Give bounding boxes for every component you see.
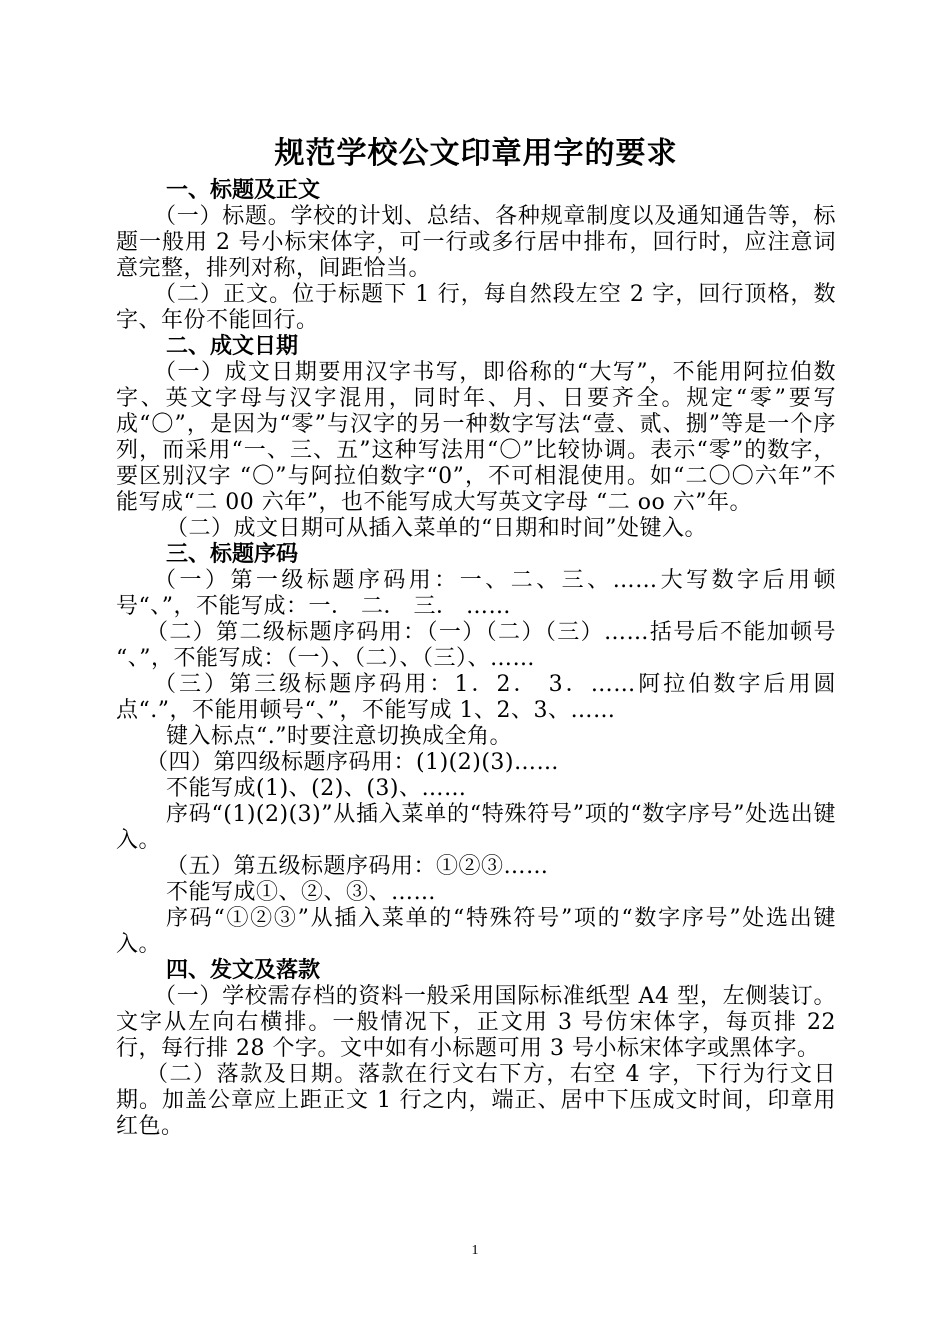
paragraph: （一）第一级标题序码用：一、二、三、……大写数字后用顿号“、”，不能写成：一． 二． 三． …… (116, 568, 836, 619)
document-content (116, 132, 836, 1140)
paragraph: （五）第五级标题序码用：①②③…… (166, 854, 549, 879)
page-number: 1 (471, 1243, 479, 1258)
paragraph: （二）正文。位于标题下 1 行，每自然段左空 2 字，回行顶格，数字、年份不能回行。 (116, 282, 836, 333)
section-title-and-body (116, 178, 836, 334)
paragraph: （四）第四级标题序码用：(1)(2)(3)…… (146, 750, 559, 775)
section-heading: 四、发文及落款 (166, 958, 321, 983)
paragraph: （一）成文日期要用汉字书写，即俗称的“大写”，不能用阿拉伯数字、英文字母与汉字混用，同时年、月、日要齐全。规定“零”要写成“〇”，是因为“零”与汉字的另一种数字写法“壹、贰、捌”等是一个序列，而采用“一、三、五”这种写法用“〇”比较协调。表示“零”的数字，要区别汉字 “〇”与阿拉伯数字“0”，不可相混使用。如“二〇〇六年”不能写成“二 00 六年”，也不能写成大写英文字母 “二 oo 六”年。 (116, 360, 836, 515)
section-heading-numbers (116, 542, 836, 958)
section-signature (116, 958, 836, 1140)
paragraph: 序码“(1)(2)(3)”从插入菜单的“特殊符号”项的“数字序号”处选出键入。 (116, 802, 836, 853)
section-heading: 二、成文日期 (166, 334, 299, 359)
section-heading: 一、标题及正文 (166, 178, 321, 203)
paragraph: （一）标题。学校的计划、总结、各种规章制度以及通知通告等，标题一般用 2 号小标宋体字，可一行或多行居中排布，回行时，应注意词意完整，排列对称，间距恰当。 (116, 204, 836, 281)
paragraph: （二）第二级标题序码用：（一）（二）（三）……括号后不能加顿号 “、”，不能写成：（一）、（二）、（三）、…… (116, 620, 836, 671)
paragraph: （三）第三级标题序码用：1．2． 3．……阿拉伯数字后用圆点“.”，不能用顿号“、”，不能写成 1、2、3、…… (116, 672, 836, 723)
paragraph: （二）落款及日期。落款在行文右下方，右空 4 字，下行为行文日期。加盖公章应上距正文 1 行之内，端正、居中下压成文时间，印章用红色。 (116, 1062, 836, 1139)
section-heading: 三、标题序码 (166, 542, 299, 567)
paragraph: 不能写成①、②、③、…… (166, 880, 437, 905)
paragraph: 键入标点“.”时要注意切换成全角。 (166, 724, 512, 749)
paragraph: 不能写成(1)、(2)、(3)、…… (166, 776, 467, 801)
paragraph: （一）学校需存档的资料一般采用国际标准纸型 A4 型，左侧装订。文字从左向右横排。一般情况下，正文用 3 号仿宋体字，每页排 22 行，每行排 28 个字。文中如有小标题可用 3 号小标宋体字或黑体字。 (116, 984, 836, 1061)
document-title: 规范学校公文印章用字的要求 (274, 136, 678, 171)
section-date (116, 334, 836, 542)
paragraph: （二）成文日期可从插入菜单的“日期和时间”处键入。 (166, 516, 707, 541)
paragraph: 序码“①②③”从插入菜单的“特殊符号”项的“数字序号”处选出键入。 (116, 906, 836, 957)
